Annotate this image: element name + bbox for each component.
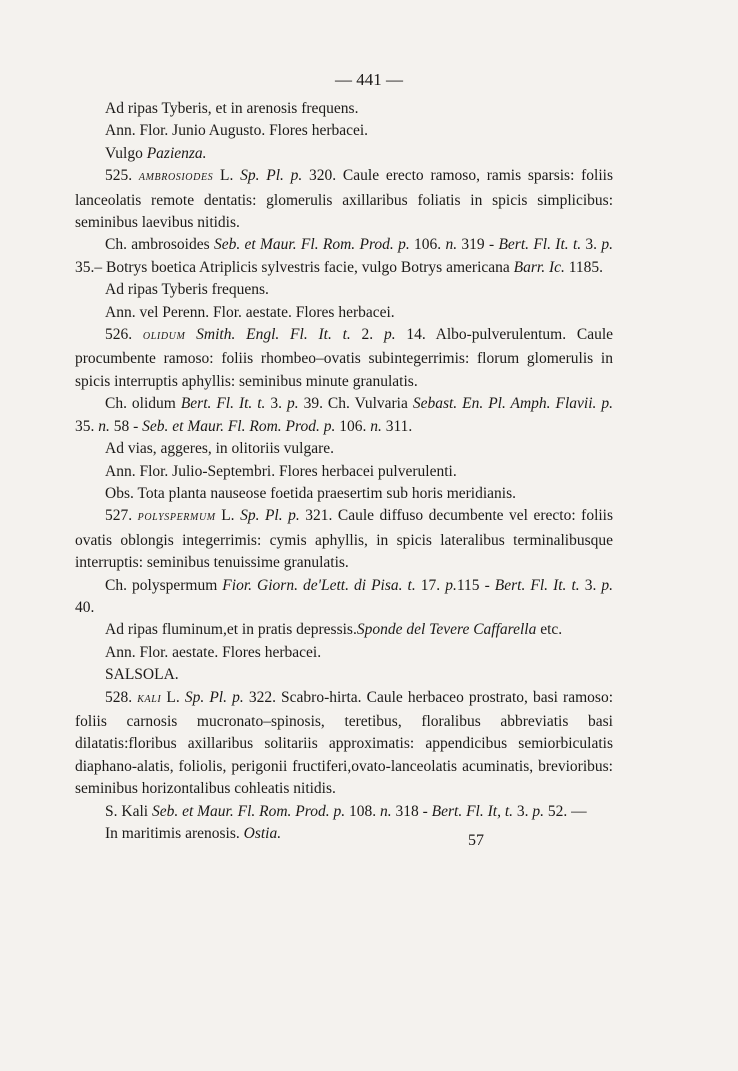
citation: Ch. polyspermum Fior. Giorn. de'Lett. di Pisa. t. 17. p.115 - Bert. Fl. It. t. 3. p. 40. [75,576,613,616]
species-entry-525: 525. AMBROSIODES L. Sp. Pl. p. 320. Caule erecto ramoso, ramis sparsis: foliis lanceolatis remote dentatis: glomerulis axillaribus foliatis in spicis simplicibus: seminibus laevibus nitidis. [75,167,614,232]
citation: S. Kali Seb. et Maur. Fl. Rom. Prod. p. 108. n. 318 - Bert. Fl. It, t. 3. p. 52. — [105,802,587,820]
text-line: Obs. Tota planta nauseose foetida praesertim sub horis meridianis. [105,484,516,502]
species-entry-528: 528. KALI L. Sp. Pl. p. 322. Scabro-hirta. Caule herbaceo prostrato, basi ramoso: foliis carnosis mucronato–spinosis, teretibus, floralibus abbreviatis basi dilatatis:floribus axillaribus solitariis approximatis: appendicibus semiorbiculatis diaphano-alatis, foliolis, perigonii fructiferi,ovato-lanceolatis acuminatis, brevioribus: seminibus horizontalibus cohleatis nitidis. [75,688,613,798]
text-line: Ad ripas Tyberis, et in arenosis frequens. [105,100,359,117]
text-line: Ad vias, aggeres, in olitoriis vulgare. [105,440,335,458]
text-line: In maritimis arenosis. Ostia. [105,825,282,842]
page-body [75,98,613,845]
text-line: Ann. Flor. Julio-Septembri. Flores herbacei pulverulenti. [105,462,457,480]
text-line: Vulgo Pazienza. [105,144,207,162]
text-line: Ann. Flor. Junio Augusto. Flores herbacei. [105,122,369,140]
text-line: Ad ripas Tyberis frequens. [105,281,269,299]
species-entry-527: 527. POLYSPERMUM L. Sp. Pl. p. 321. Caule diffuso decumbente vel erecto: foliis ovatis oblongis integerrimis: cymis aphyllis, in spicis lateralibus terminalibusque interruptis: seminibus tenuissime granulatis. [75,507,614,572]
text-line: Ann. vel Perenn. Flor. aestate. Flores herbacei. [105,303,395,321]
citation: Ch. ambrosoides Seb. et Maur. Fl. Rom. Prod. p. 106. n. 319 - Bert. Fl. It. t. 3. p. 35.– Botrys boetica Atriplicis sylvestris facie, vulgo Botrys americana Barr. Ic. 1185. [75,236,613,276]
text-line: Ad ripas fluminum,et in pratis depressis.Sponde del Tevere Caffarella etc. [105,621,563,639]
genus-heading: SALSOLA. [105,666,179,684]
species-entry-526: 526. OLIDUM Smith. Engl. Fl. It. t. 2. p. 14. Albo-pulverulentum. Caule procumbente ramoso: foliis rhombeo–ovatis subintegerrimis: florum glomerulis in spicis interruptis aphyllis: seminibus minute granulatis. [75,326,614,390]
signature-number: 57 [468,832,484,849]
text-line: Ann. Flor. aestate. Flores herbacei. [105,643,322,661]
citation: Ch. olidum Bert. Fl. It. t. 3. p. 39. Ch. Vulvaria Sebast. En. Pl. Amph. Flavii. p. 35. n. 58 - Seb. et Maur. Fl. Rom. Prod. p. 106. n. 311. [75,395,613,435]
page-number: — 441 — [335,70,403,89]
